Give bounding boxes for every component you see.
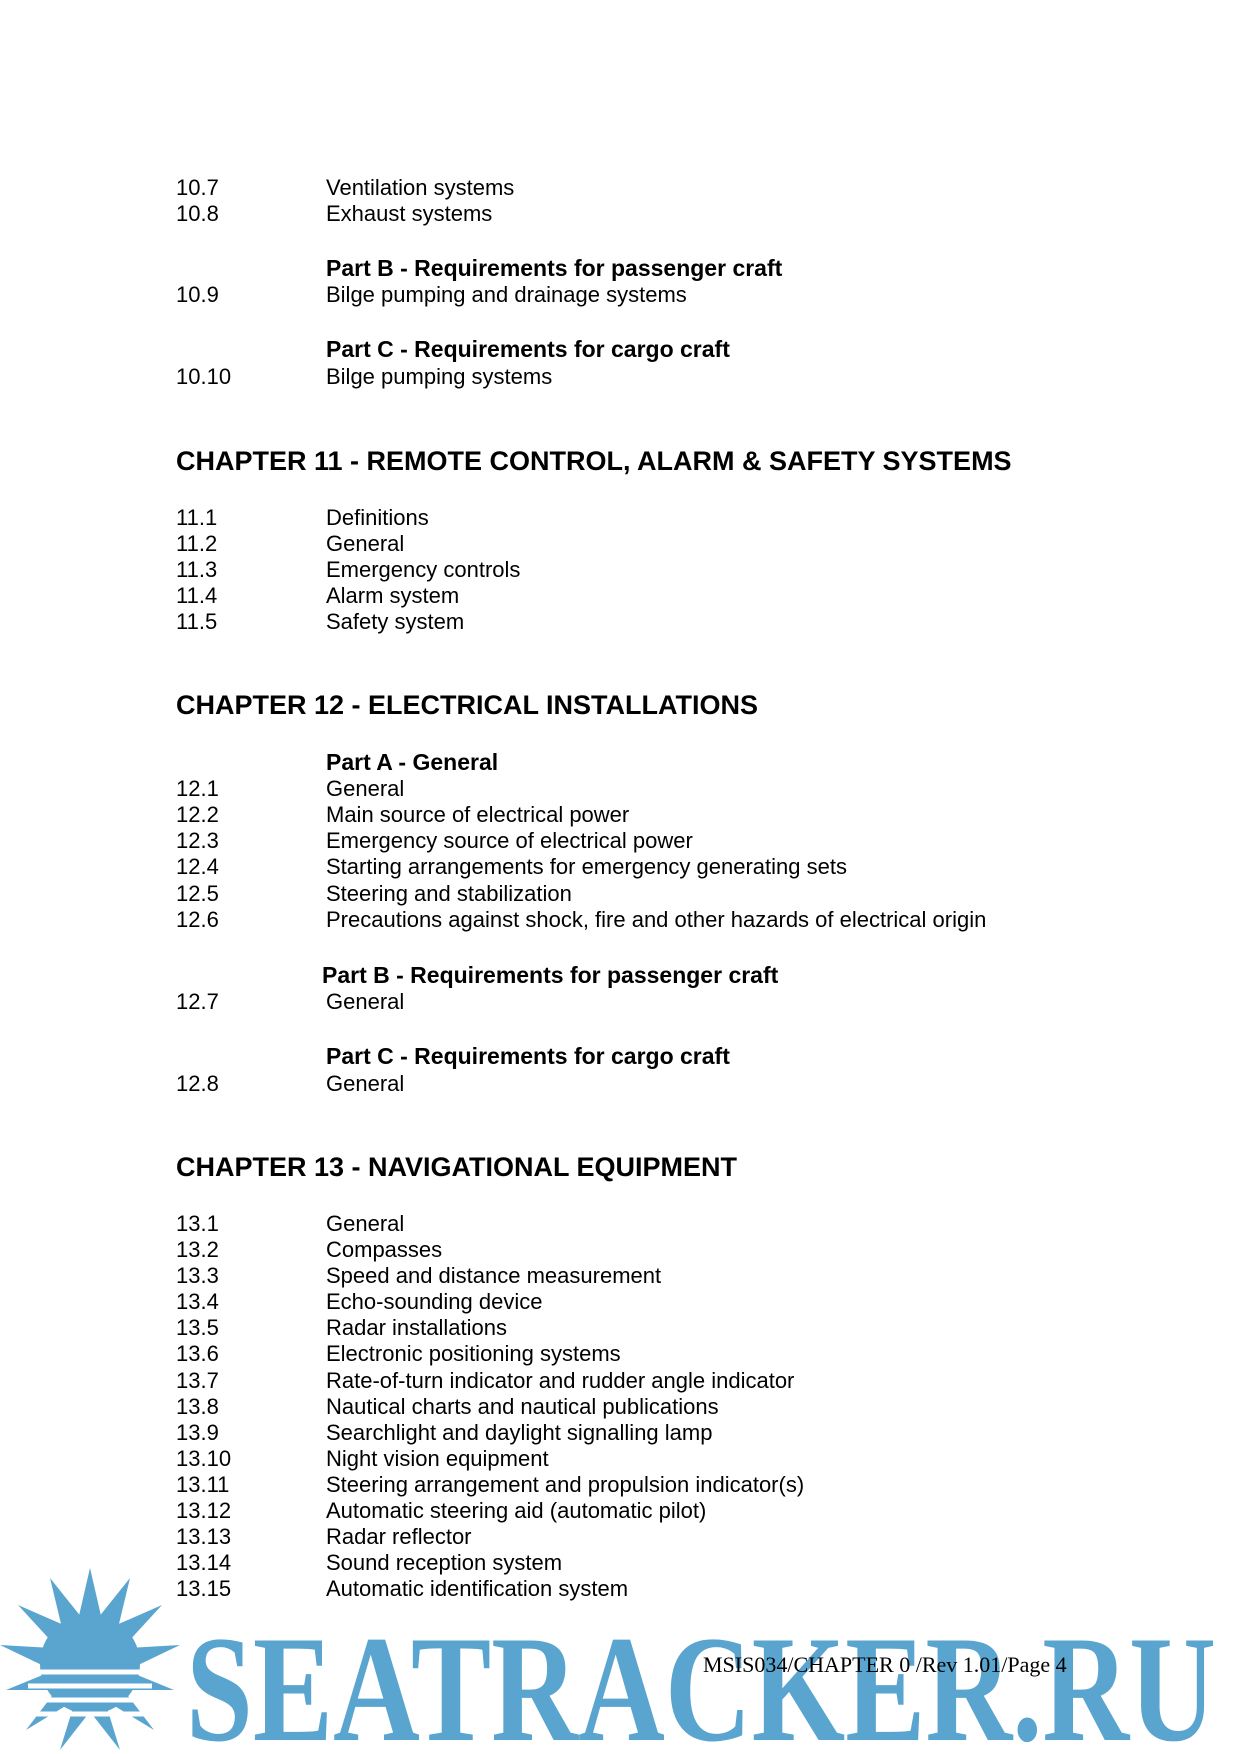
entry-number: 12.2: [176, 802, 219, 827]
entry-number: 11.5: [176, 609, 218, 634]
entry-title: Emergency source of electrical power: [326, 828, 693, 853]
entry-title: Searchlight and daylight signalling lamp: [326, 1420, 713, 1445]
entry-number: 13.1: [176, 1211, 219, 1236]
entry-number: 13.4: [176, 1289, 219, 1314]
entry-number: 12.1: [176, 776, 219, 801]
entry-number: 13.2: [176, 1237, 219, 1262]
entry-number: 11.2: [176, 531, 218, 556]
part-heading: Part C - Requirements for cargo craft: [326, 336, 730, 362]
entry-title: Echo-sounding device: [326, 1289, 543, 1314]
entry-number: 12.4: [176, 854, 219, 879]
entry-number: 11.1: [176, 505, 218, 530]
entry-title: Night vision equipment: [326, 1446, 549, 1471]
entry-number: 10.9: [176, 282, 219, 307]
entry-number: 12.6: [176, 907, 219, 932]
entry-number: 13.10: [176, 1446, 232, 1471]
entry-number: 13.5: [176, 1315, 219, 1340]
entry-number: 11.4: [176, 583, 218, 608]
entry-title: Definitions: [326, 505, 429, 530]
entry-title: General: [326, 1071, 405, 1096]
chapter-heading: CHAPTER 13 - NAVIGATIONAL EQUIPMENT: [176, 1152, 738, 1182]
entry-number: 12.7: [176, 989, 219, 1014]
entry-title: Electronic positioning systems: [326, 1341, 621, 1366]
entry-number: 12.3: [176, 828, 219, 853]
entry-number: 10.7: [176, 175, 219, 200]
part-heading: Part B - Requirements for passenger craft: [322, 962, 779, 988]
entry-title: Steering arrangement and propulsion indicator(s): [326, 1472, 805, 1497]
entry-title: Alarm system: [326, 583, 460, 608]
entry-title: Automatic identification system: [326, 1576, 629, 1601]
page-footer: MSIS034/CHAPTER 0 /Rev 1.01/Page 4: [703, 1652, 1067, 1677]
entry-title: Bilge pumping systems: [326, 364, 553, 389]
entry-title: Steering and stabilization: [326, 881, 572, 906]
entry-title: Emergency controls: [326, 557, 521, 582]
entry-title: Main source of electrical power: [326, 802, 630, 827]
entry-title: General: [326, 1211, 405, 1236]
sun-icon: [0, 1568, 180, 1750]
entry-title: Rate-of-turn indicator and rudder angle indicator: [326, 1368, 795, 1393]
entry-title: Radar installations: [326, 1315, 507, 1340]
entry-title: Ventilation systems: [326, 175, 515, 200]
entry-title: Exhaust systems: [326, 201, 493, 226]
part-heading: Part B - Requirements for passenger craft: [326, 255, 783, 281]
entry-number: 13.15: [176, 1576, 232, 1601]
entry-title: Radar reflector: [326, 1524, 472, 1549]
entry-number: 13.3: [176, 1263, 219, 1288]
part-heading: Part C - Requirements for cargo craft: [326, 1043, 730, 1069]
entry-title: General: [326, 531, 405, 556]
entry-number: 13.7: [176, 1368, 219, 1393]
entry-title: Speed and distance measurement: [326, 1263, 662, 1288]
entry-number: 12.8: [176, 1071, 219, 1096]
entry-number: 13.6: [176, 1341, 219, 1366]
entry-number: 10.10: [176, 364, 232, 389]
entry-number: 13.8: [176, 1394, 219, 1419]
chapter-heading: CHAPTER 12 - ELECTRICAL INSTALLATIONS: [176, 690, 759, 720]
entry-title: Safety system: [326, 609, 465, 634]
entry-number: 13.9: [176, 1420, 219, 1445]
entry-number: 13.14: [176, 1550, 232, 1575]
entry-title: General: [326, 776, 405, 801]
entry-title: General: [326, 989, 405, 1014]
entry-title: Sound reception system: [326, 1550, 563, 1575]
entry-number: 10.8: [176, 201, 219, 226]
entry-number: 12.5: [176, 881, 219, 906]
watermark-text: SEATRACKER.RU: [186, 1605, 1216, 1754]
entry-title: Precautions against shock, fire and other hazards of electrical origin: [326, 907, 987, 932]
entry-title: Bilge pumping and drainage systems: [326, 282, 687, 307]
entry-number: 13.12: [176, 1498, 232, 1523]
entry-number: 13.13: [176, 1524, 232, 1549]
part-heading: Part A - General: [326, 749, 499, 775]
entry-title: Automatic steering aid (automatic pilot): [326, 1498, 707, 1523]
entry-title: Compasses: [326, 1237, 443, 1262]
entry-title: Nautical charts and nautical publications: [326, 1394, 719, 1419]
entry-title: Starting arrangements for emergency generating sets: [326, 854, 847, 879]
entry-number: 13.11: [176, 1472, 230, 1497]
chapter-heading: CHAPTER 11 - REMOTE CONTROL, ALARM & SAFETY SYSTEMS: [176, 446, 1012, 476]
entry-number: 11.3: [176, 557, 218, 582]
